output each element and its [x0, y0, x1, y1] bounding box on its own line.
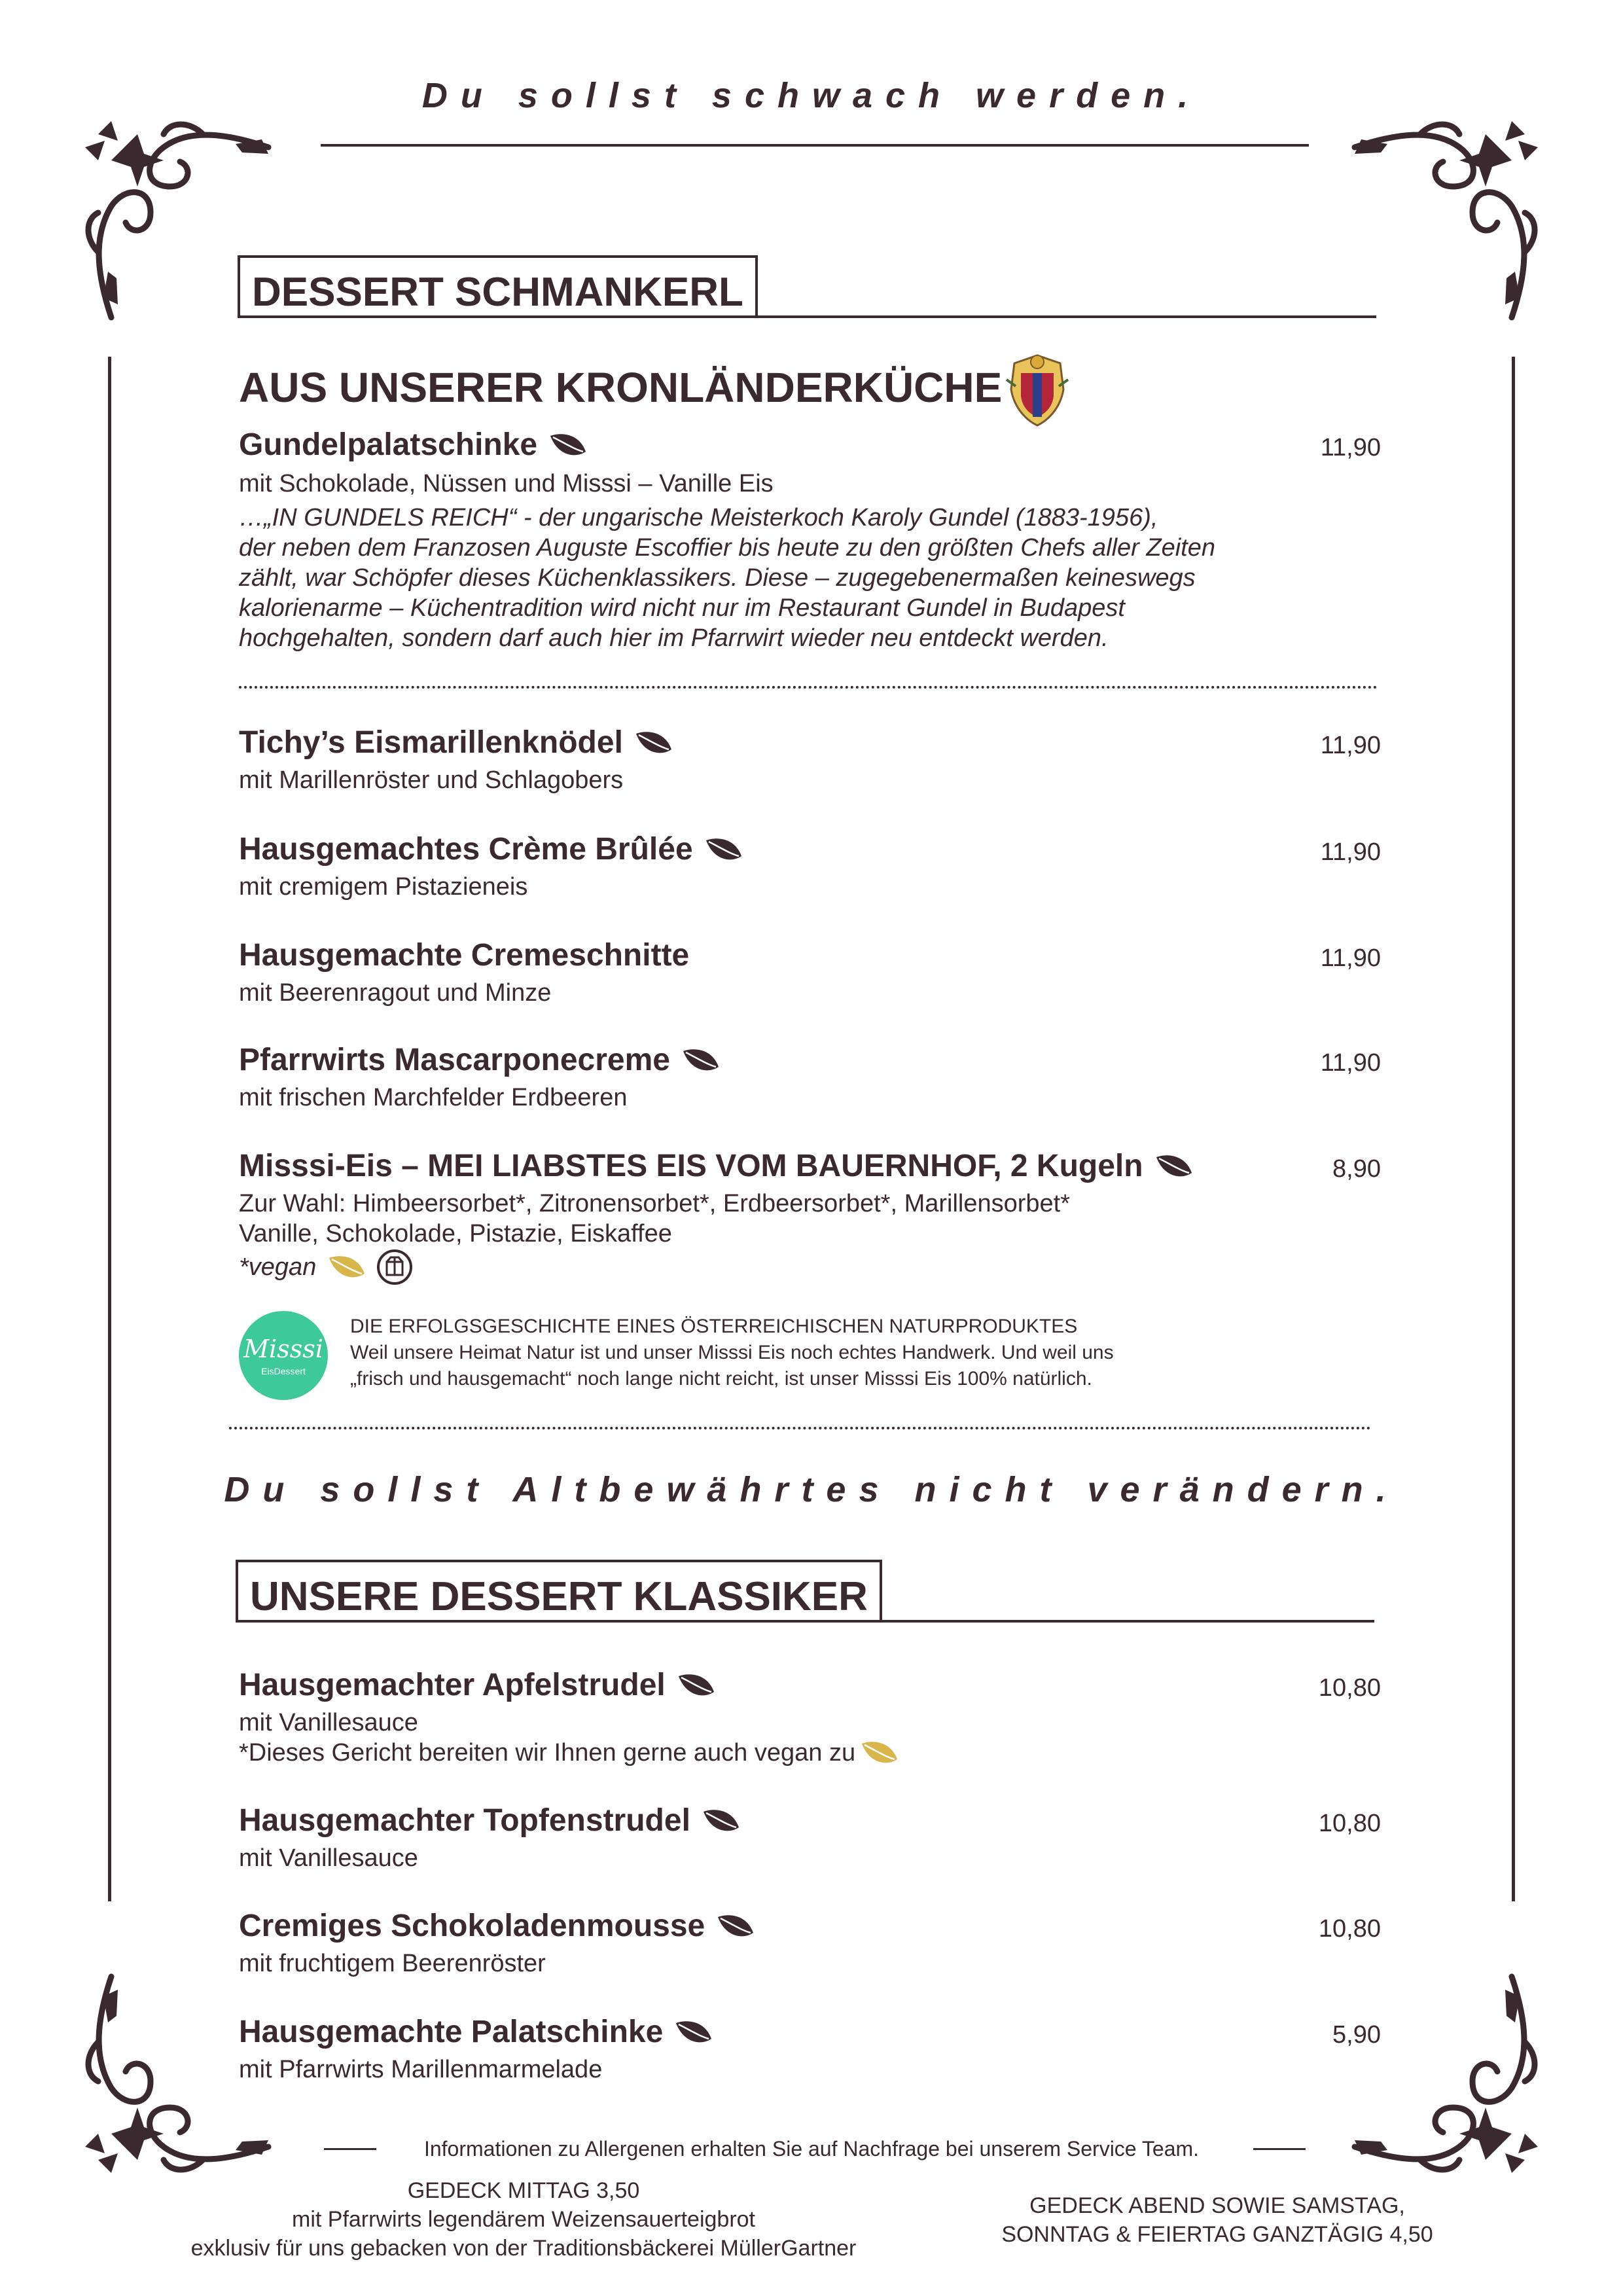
dotted-separator: [229, 1427, 1371, 1429]
gedeck-mittag-line: exklusiv für uns gebacken von der Traditionsbäckerei MüllerGartner: [190, 2236, 857, 2261]
item-price: 11,90: [1320, 1049, 1381, 1077]
gundel-story: [239, 503, 1381, 653]
misssi-logo-text: Misssi: [243, 1335, 323, 1363]
item-description: mit Vanillesauce: [239, 1709, 418, 1736]
story-line: kalorienarme – Küchentradition wird nicht nur im Restaurant Gundel in Budapest: [239, 594, 1125, 622]
vegan-row: [239, 1249, 1381, 1285]
item-description: mit Vanillesauce: [239, 1844, 418, 1872]
section2-rule: [236, 1620, 1374, 1623]
item-price: 5,90: [1332, 2021, 1381, 2049]
top-rule: [321, 144, 1309, 147]
item-name-row: [239, 425, 1381, 465]
item-name: Hausgemachtes Crème Brûlée: [239, 832, 693, 867]
story-line: zählt, war Schöpfer dieses Küchenklassikers. Diese – zugegebenermaßen keineswegs: [239, 564, 1196, 592]
story-line: hochgehalten, sondern darf auch hier im Pfarrwirt wieder neu entdeckt werden.: [239, 624, 1109, 652]
gedeck-mittag: [131, 2176, 916, 2263]
subheading-kronlaenderkueche: [239, 363, 1002, 412]
item-price: 8,90: [1332, 1155, 1381, 1183]
story-line: der neben dem Franzosen Auguste Escoffier bis heute zu den größten Chefs aller Zeiten: [239, 534, 1216, 562]
vegan-note: *vegan: [239, 1253, 317, 1281]
misssi-flavors-line2: Vanille, Schokolade, Pistazie, Eiskaffee: [239, 1220, 672, 1247]
menu-item-eismarillenknoedel: [239, 723, 1381, 795]
item-name: Misssi-Eis – MEI LIABSTES EIS VOM BAUERNHOF, 2 Kugeln: [239, 1149, 1143, 1183]
leaf-icon: [548, 432, 588, 458]
item-description: mit fruchtigem Beerenröster: [239, 1950, 546, 1977]
item-price: 10,80: [1318, 1674, 1381, 1702]
menu-item-gundelpalatschinke: [239, 425, 1381, 653]
gedeck-abend-line: SONNTAG & FEIERTAG GANZTÄGIG 4,50: [1001, 2222, 1433, 2247]
leaf-icon: [1154, 1153, 1194, 1179]
top-motto: Du sollst schwach werden.: [421, 76, 1202, 115]
item-description: mit Pfarrwirts Marillenmarmelade: [239, 2056, 603, 2083]
item-price: 10,80: [1318, 1915, 1381, 1943]
item-description: mit Beerenragout und Minze: [239, 979, 552, 1007]
menu-item-apfelstrudel: [239, 1666, 1381, 1768]
leaf-icon: [681, 1047, 721, 1073]
item-name: Hausgemachte Cremeschnitte: [239, 938, 690, 973]
item-description: mit Schokolade, Nüssen und Misssi – Vanille Eis: [239, 470, 774, 497]
vegan-option-row: [239, 1738, 1381, 1768]
item-name: Gundelpalatschinke: [239, 427, 538, 462]
frame-left-line: [108, 357, 111, 1901]
gedeck-abend-line: GEDECK ABEND SOWIE SAMSTAG,: [1029, 2193, 1405, 2218]
item-price: 11,90: [1320, 732, 1381, 759]
frame-right-line: [1512, 357, 1515, 1901]
misssi-flavors-line1: Zur Wahl: Himbeersorbet*, Zitronensorbet*, Erdbeersorbet*, Marillensorbet*: [239, 1190, 1071, 1217]
allergen-note: Informationen zu Allergenen erhalten Sie auf Nachfrage bei unserem Service Team.: [423, 2137, 1200, 2161]
item-name-row: [239, 1041, 1381, 1080]
item-description: mit frischen Marchfelder Erdbeeren: [239, 1084, 628, 1111]
item-name-row: [239, 1801, 1381, 1840]
gedeck-abend: [955, 2191, 1479, 2249]
item-name: Pfarrwirts Mascarponecreme: [239, 1043, 670, 1077]
item-price: 10,80: [1318, 1810, 1381, 1837]
dotted-separator: [239, 686, 1378, 689]
misssi-logo: [239, 1311, 328, 1400]
misssi-info: [350, 1314, 1114, 1392]
vegan-leaf-icon: [859, 1740, 900, 1766]
item-description: mit Marillenröster und Schlagobers: [239, 766, 624, 794]
story-line: …„IN GUNDELS REICH“ - der ungarische Meisterkoch Karoly Gundel (1883-1956),: [239, 504, 1158, 531]
coat-of-arms-emblem: [1001, 350, 1073, 429]
gedeck-mittag-line: GEDECK MITTAG 3,50: [407, 2178, 640, 2203]
leaf-icon: [701, 1808, 741, 1834]
leaf-icon: [704, 836, 744, 863]
leaf-icon: [676, 1672, 717, 1698]
leaf-icon: [715, 1913, 756, 1939]
menu-item-misssi-eis: [239, 1147, 1381, 1285]
item-price: 11,90: [1320, 944, 1381, 972]
item-name-row: [239, 1147, 1381, 1186]
vegan-leaf-icon: [327, 1254, 367, 1280]
corner-ornament-top-right: [1342, 108, 1551, 331]
menu-item-topfenstrudel: [239, 1801, 1381, 1873]
item-name: Hausgemachter Apfelstrudel: [239, 1668, 666, 1702]
section-title-dessert-schmankerl: DESSERT SCHMANKERL: [238, 255, 758, 318]
item-name-row: [239, 830, 1381, 869]
misssi-info-title: DIE ERFOLGSGESCHICHTE EINES ÖSTERREICHISCHEN NATURPRODUKTES: [350, 1316, 1078, 1337]
leaf-icon: [673, 2019, 714, 2045]
menu-item-creme-brulee: [239, 830, 1381, 902]
menu-item-cremeschnitte: [239, 936, 1381, 1008]
item-name: Tichy’s Eismarillenknödel: [239, 725, 623, 760]
item-name-row: [239, 1907, 1381, 1946]
item-name-row: [239, 723, 1381, 762]
middle-motto: Du sollst Altbewährtes nicht verändern.: [224, 1470, 1399, 1509]
misssi-logo-subtext: EisDessert: [261, 1366, 306, 1376]
menu-item-schokoladenmousse: [239, 1907, 1381, 1979]
item-name-row: [239, 2013, 1381, 2052]
item-price: 11,90: [1320, 434, 1381, 461]
item-name: Hausgemachte Palatschinke: [239, 2015, 664, 2049]
footer-rule-right: [1253, 2148, 1306, 2150]
item-name-row: [239, 936, 1381, 975]
item-name: Hausgemachter Topfenstrudel: [239, 1803, 690, 1838]
vegan-option-note: *Dieses Gericht bereiten wir Ihnen gerne auch vegan zu: [239, 1739, 856, 1767]
item-description: mit cremigem Pistazieneis: [239, 873, 528, 901]
subheading-text: AUS UNSERER KRONLÄNDERKÜCHE: [239, 364, 1003, 411]
package-icon: [376, 1249, 413, 1285]
item-name: Cremiges Schokoladenmousse: [239, 1909, 705, 1943]
item-price: 11,90: [1320, 838, 1381, 866]
section1-rule: [238, 315, 1376, 318]
misssi-info-line: „frisch und hausgemacht“ noch lange nicht reicht, ist unser Misssi Eis 100% natürlich.: [350, 1368, 1092, 1390]
leaf-icon: [633, 730, 674, 756]
item-name-row: [239, 1666, 1381, 1705]
gedeck-mittag-line: mit Pfarrwirts legendärem Weizensauerteigbrot: [292, 2207, 755, 2232]
menu-item-palatschinke: [239, 2013, 1381, 2085]
menu-item-mascarponecreme: [239, 1041, 1381, 1113]
section-title-dessert-klassiker: UNSERE DESSERT KLASSIKER: [236, 1560, 882, 1623]
misssi-info-line: Weil unsere Heimat Natur ist und unser Misssi Eis noch echtes Handwerk. Und weil uns: [350, 1342, 1114, 1363]
